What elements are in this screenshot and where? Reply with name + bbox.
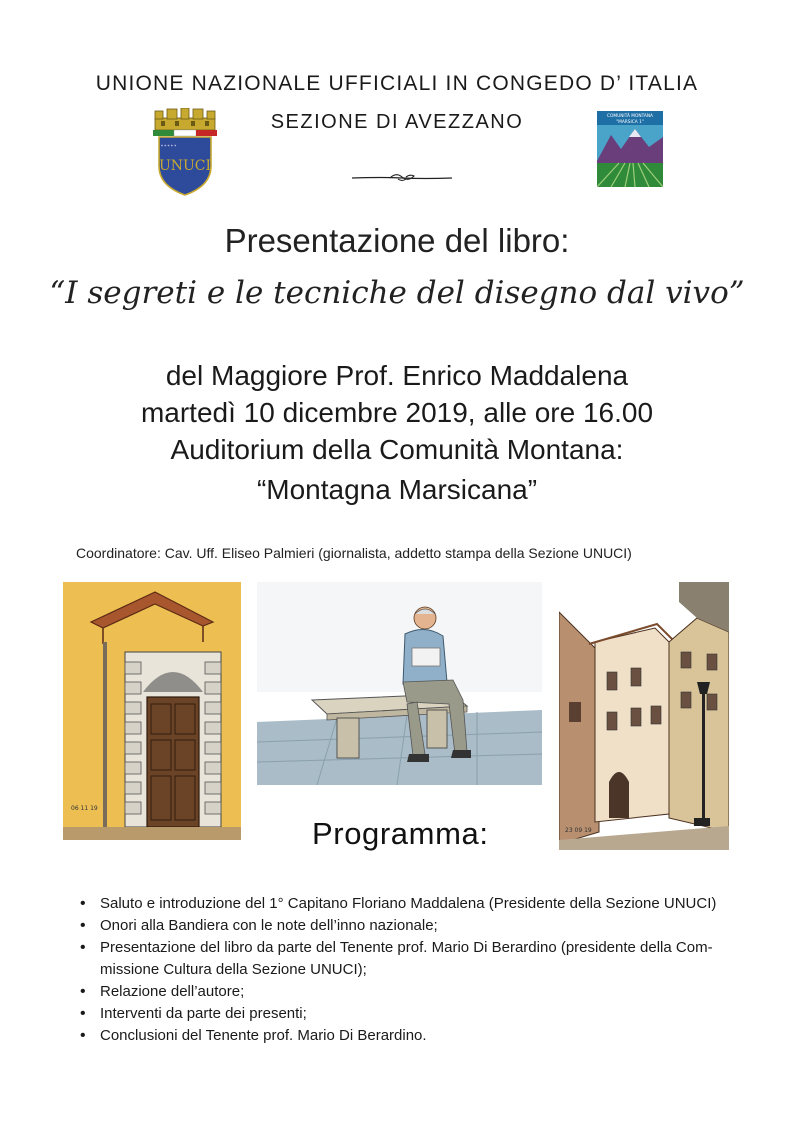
program-item-interventions [78, 1003, 738, 1025]
venue-name: “Montagna Marsicana” [256, 474, 538, 505]
program-item-text: Interventi da parte dei presenti; [100, 1005, 307, 1022]
program-list [78, 893, 738, 1047]
doorway-sketch-illustration [63, 582, 241, 840]
section-title: SEZIONE DI AVEZZANO [270, 111, 524, 133]
author-line: del Maggiore Prof. Enrico Maddalena [165, 360, 629, 391]
unuci-crest-logo [151, 108, 219, 196]
program-item-text-continued: missione Cultura della Sezione UNUCI); [100, 961, 367, 978]
program-item-author-report [78, 981, 738, 1003]
program-item-text: Saluto e introduzione del 1° Capitano Floriano Maddalena (Presidente della Sezione UNUCI) [100, 895, 717, 912]
programma-heading: Programma: [312, 816, 489, 851]
program-item-text: Onori alla Bandiera con le note dell’inno nazionale; [100, 917, 438, 934]
program-item-text: Relazione dell’autore; [100, 983, 245, 1000]
crest-text: UNUCI [158, 158, 212, 174]
program-item-text: Presentazione del libro da parte del Tenente prof. Mario Di Berardino (presidente della Com- [100, 939, 713, 956]
presentation-label: Presentazione del libro: [224, 222, 570, 259]
program-item-greeting [78, 893, 738, 915]
program-item-conclusions [78, 1025, 738, 1047]
svg-text:* * * * *: * * * * * [161, 144, 177, 149]
date-line: martedì 10 dicembre 2019, alle ore 16.00 [140, 397, 654, 428]
program-item-book-presentation [78, 937, 738, 981]
coordinator-line: Coordinatore: Cav. Uff. Eliseo Palmieri (giornalista, addetto stampa della Sezione UNUCI) [76, 545, 632, 561]
venue-line: Auditorium della Comunità Montana: [170, 434, 624, 465]
program-item-flag-honors [78, 915, 738, 937]
book-title: “I segreti e le tecniche del disegno dal vivo” [49, 275, 745, 311]
program-item-text: Conclusioni del Tenente prof. Mario Di Berardino. [100, 1027, 427, 1044]
svg-text:COMUNITÀ MONTANA: COMUNITÀ MONTANA [606, 114, 654, 119]
street-scene-sketch-illustration [559, 582, 729, 850]
comunita-montana-logo [597, 111, 663, 187]
ornament-divider [350, 170, 454, 184]
door-sketch-date: 06 11 19 [71, 805, 98, 812]
organization-title: UNIONE NAZIONALE UFFICIALI IN CONGEDO D’ ITALIA [95, 72, 699, 95]
svg-text:"MARSICA 1": "MARSICA 1" [616, 120, 644, 125]
street-sketch-date: 23 09 19 [565, 827, 592, 834]
man-on-bench-sketch-illustration [257, 582, 542, 785]
